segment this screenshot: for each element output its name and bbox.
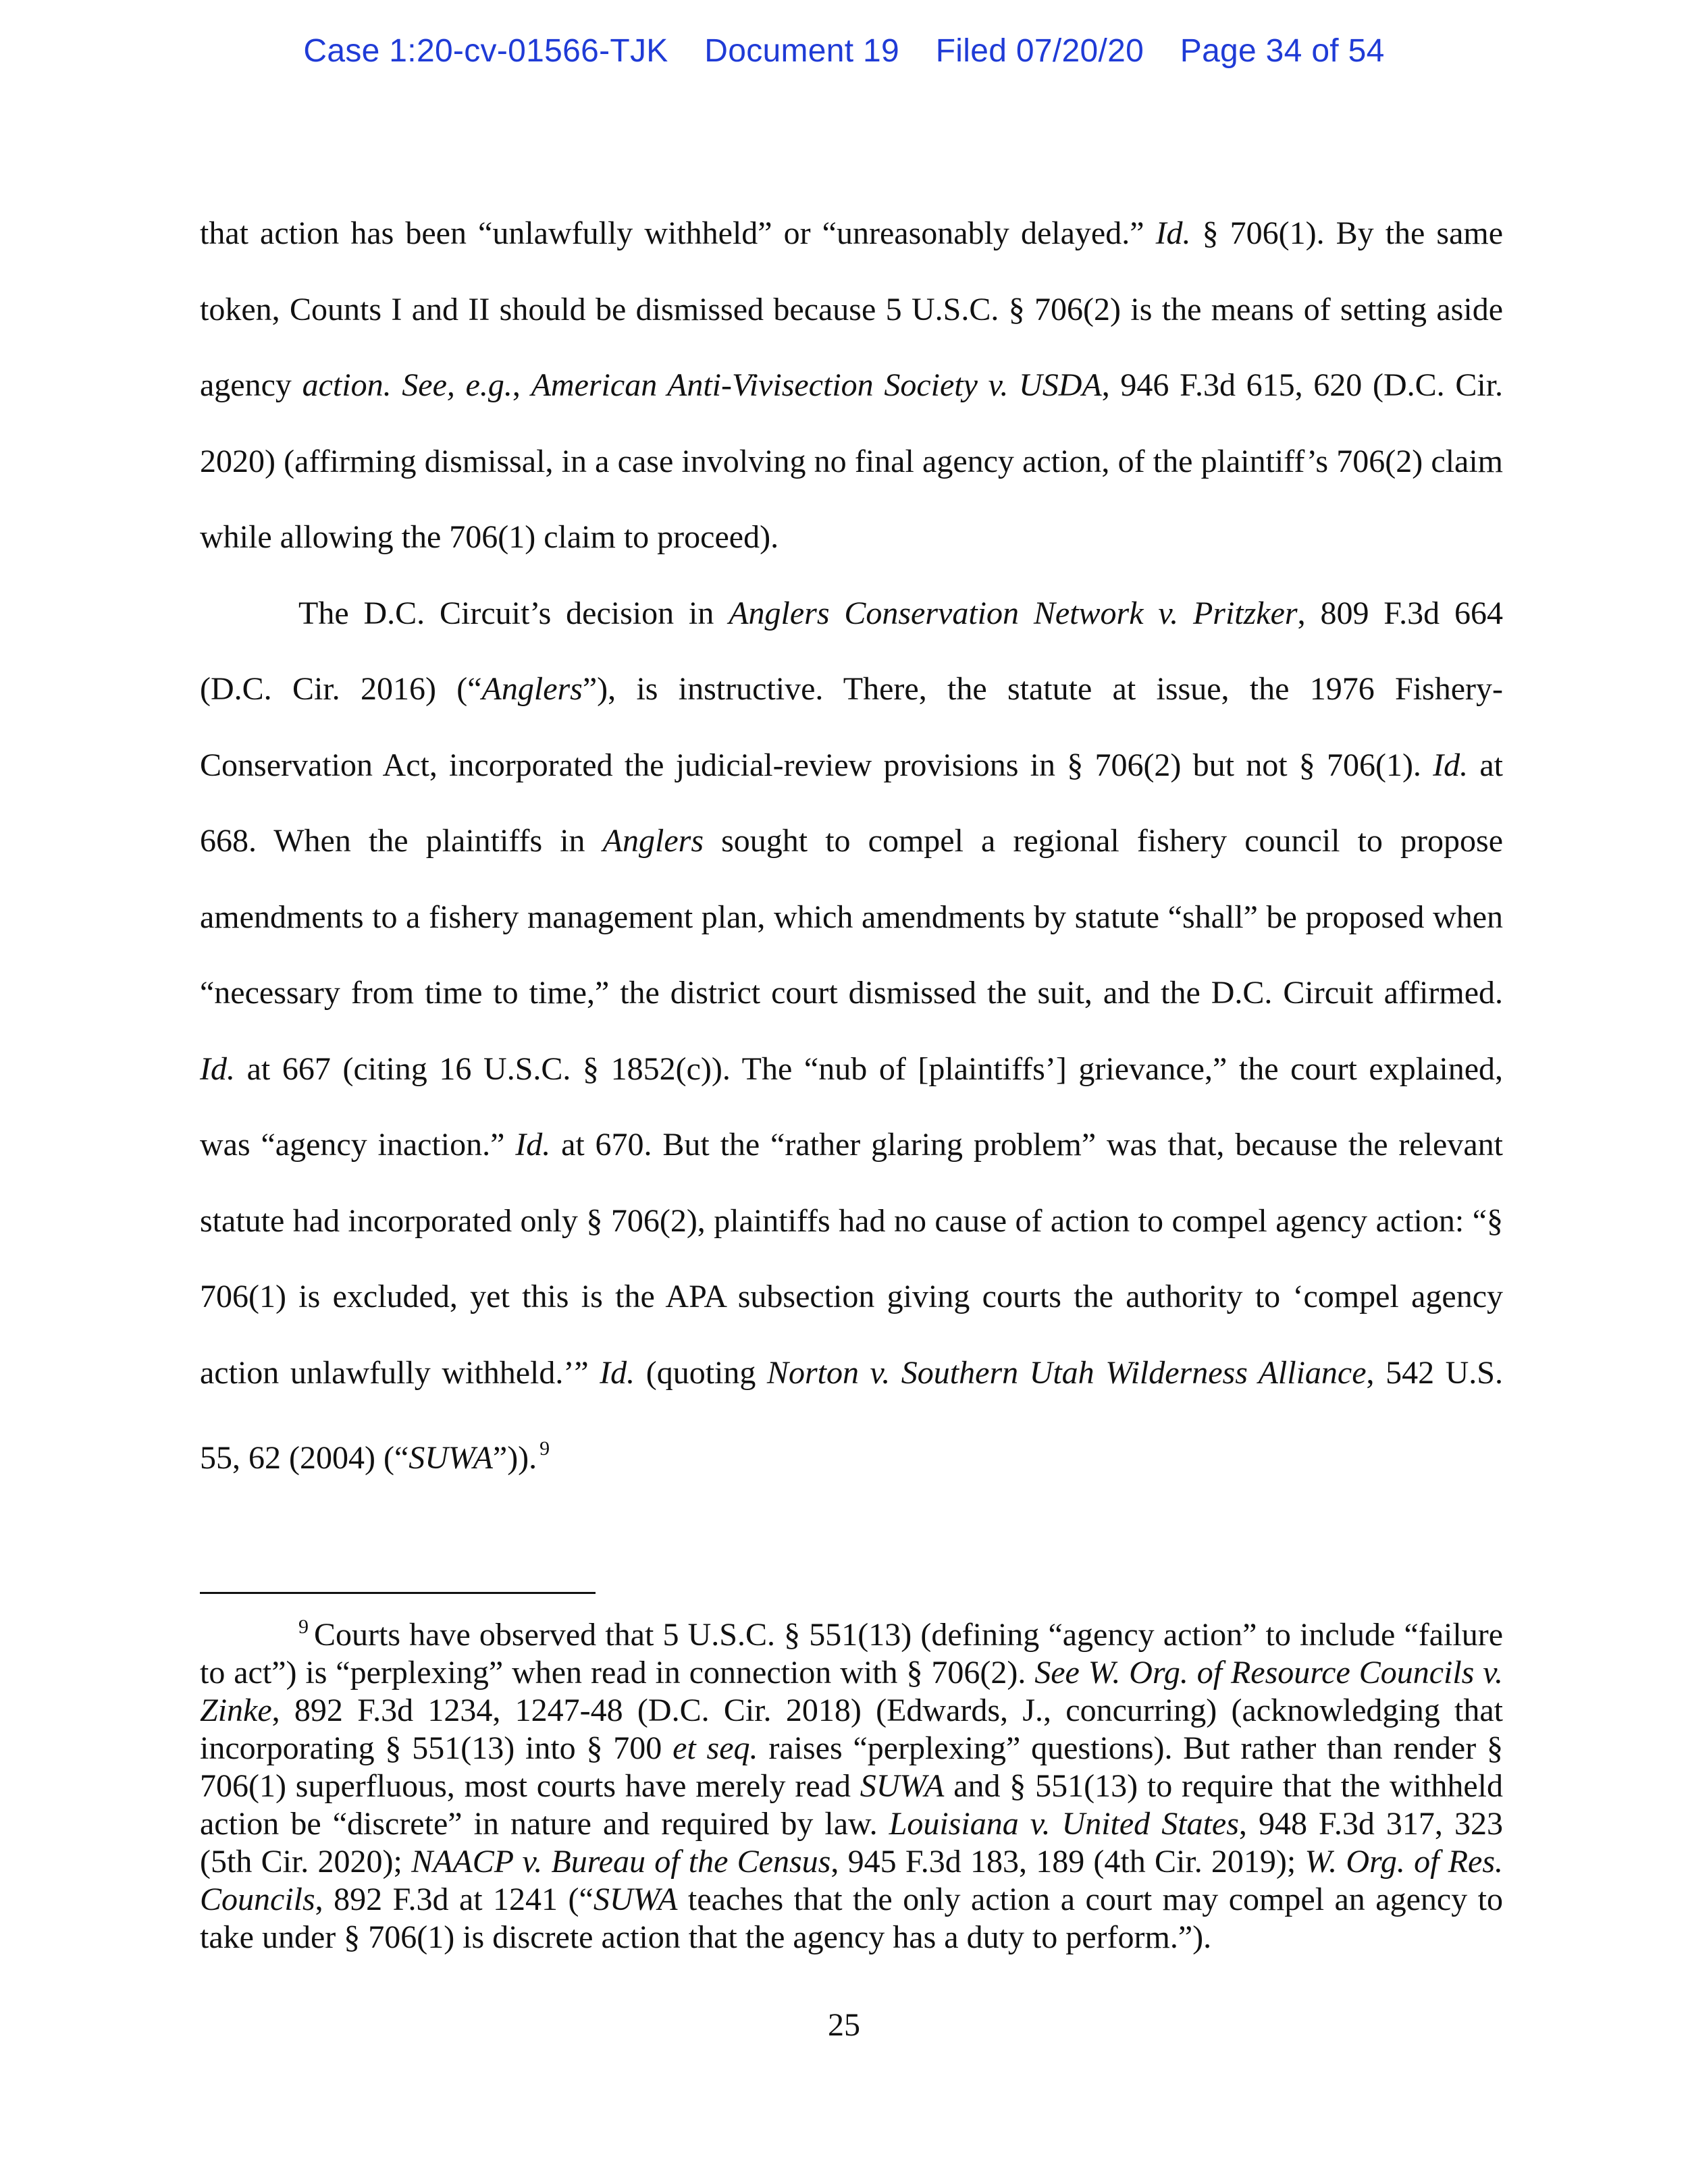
text-run: ”), is instructive. There, the statute at issue, the 1976 Fishery-Conservation Act, incorporated the judicial-review provisions in § 706(2) but not § 706(1). [200,671,1504,783]
case-short-name: Anglers [481,671,583,707]
text-run: , 892 F.3d 1234, 1247-48 (D.C. Cir. 2018) (Edwards, J., concurring) (acknowledging that incorporating § 551(13) into § 700 [200,1693,1503,1766]
text-run: at 670. But the “rather glaring problem” was that, because the relevant statute had incorporated only § 706(2), plaintiffs had no cause of action to compel agency action: “§ 706(1) is excluded, yet this is the APA subsection giving courts the authority to ‘compel agency action unlawfully withheld.’” [200,1127,1504,1391]
case-header [0,32,1688,70]
page-number: 25 [828,2007,860,2043]
text-run: Courts have observed that 5 U.S.C. § 551(13) (defining “agency action” to include “failure to act”) is “perplexing” when read in connection with § 706(2). [200,1617,1503,1690]
text-run: The D.C. Circuit’s decision in [298,595,729,631]
text-run: , 809 F.3d 664 (D.C. Cir. 2016) (“ [200,595,1504,707]
citation-id: Id. [200,1050,235,1087]
footnote-9 [200,1608,1503,1956]
text-run: teaches that the only action a court may compel an agency to take under § 706(1) is discrete action that the agency has a duty to perform.”). [200,1882,1504,1955]
case-short-name: SUWA [408,1440,493,1476]
text-run: , 892 F.3d at 1241 (“ [315,1882,594,1917]
text-run: (quoting [635,1354,767,1391]
text-run: that action has been “unlawfully withheld” or “unreasonably delayed.” [200,215,1156,251]
text-run: , 948 F.3d 317, 323 (5th Cir. 2020); [200,1806,1503,1880]
footnote-reference[interactable]: 9 [539,1437,550,1460]
text-run: , 945 F.3d 183, 189 (4th Cir. 2019); [830,1844,1305,1880]
case-name: W. Org. of Res. Councils [200,1844,1504,1917]
citation-id: Id. [515,1127,551,1163]
text-run: , 542 U.S. 55, 62 (2004) (“ [200,1354,1503,1476]
document-number: Document 19 [704,33,900,69]
paragraph-1 [200,196,1503,576]
footnote-mark: 9 [298,1616,309,1638]
citation-id: Id. [600,1354,635,1391]
text-run: sought to compel a regional fishery council to propose amendments to a fishery management plan, which amendments by statute “shall” be proposed when “necessary from time to time,” the district court dismissed the suit, and the D.C. Circuit affirmed. [200,823,1504,1011]
text-run: ”)). [492,1440,537,1476]
footnote-divider [200,1592,596,1594]
case-name: See W. Org. of Resource Councils v. Zinke [200,1655,1504,1728]
text-run: and § 551(13) to require that the withheld action be “discrete” in nature and required by law. [200,1768,1503,1842]
case-name: Norton v. Southern Utah Wilderness Alliance [766,1354,1367,1391]
text-run: , [512,367,531,403]
paragraph-2 [200,576,1503,1497]
text-run: § 706(1). By the same token, Counts I and II should be dismissed because 5 U.S.C. § 706(2) is the means of setting aside agency [200,215,1504,403]
text-run [392,367,402,403]
case-short-name: SUWA [860,1768,945,1804]
case-name: American Anti-Vivisection Society v. USDA [531,367,1102,403]
case-short-name: SUWA [593,1882,678,1917]
case-number: Case 1:20-cv-01566-TJK [303,33,668,69]
text-run: at 668. When the plaintiffs in [200,747,1503,859]
citation-id: Id. [1433,747,1469,783]
case-name: Louisiana v. United States [889,1806,1239,1842]
signal: See, e.g. [402,367,512,403]
emphasis: et seq. [672,1730,758,1766]
text-run: , 946 F.3d 615, 620 (D.C. Cir. 2020) (affirming dismissal, in a case involving no final agency action, of the plaintiff’s 706(2) claim while allowing the 706(1) claim to proceed). [200,367,1504,555]
emphasis: action. [302,367,392,403]
text-run: at 667 (citing 16 U.S.C. § 1852(c)). The “nub of [plaintiffs’] grievance,” the court explained, was “agency inaction.” [200,1050,1503,1163]
page-indicator: Page 34 of 54 [1180,33,1385,69]
case-name: NAACP v. Bureau of the Census [411,1844,831,1880]
body-text [200,196,1503,1497]
filed-date: Filed 07/20/20 [935,33,1144,69]
case-short-name: Anglers [602,823,704,859]
text-run: raises “perplexing” questions). But rather than render § 706(1) superfluous, most courts have merely read [200,1730,1504,1804]
citation-id: Id. [1155,215,1191,251]
case-name: Anglers Conservation Network v. Pritzker [729,595,1298,631]
